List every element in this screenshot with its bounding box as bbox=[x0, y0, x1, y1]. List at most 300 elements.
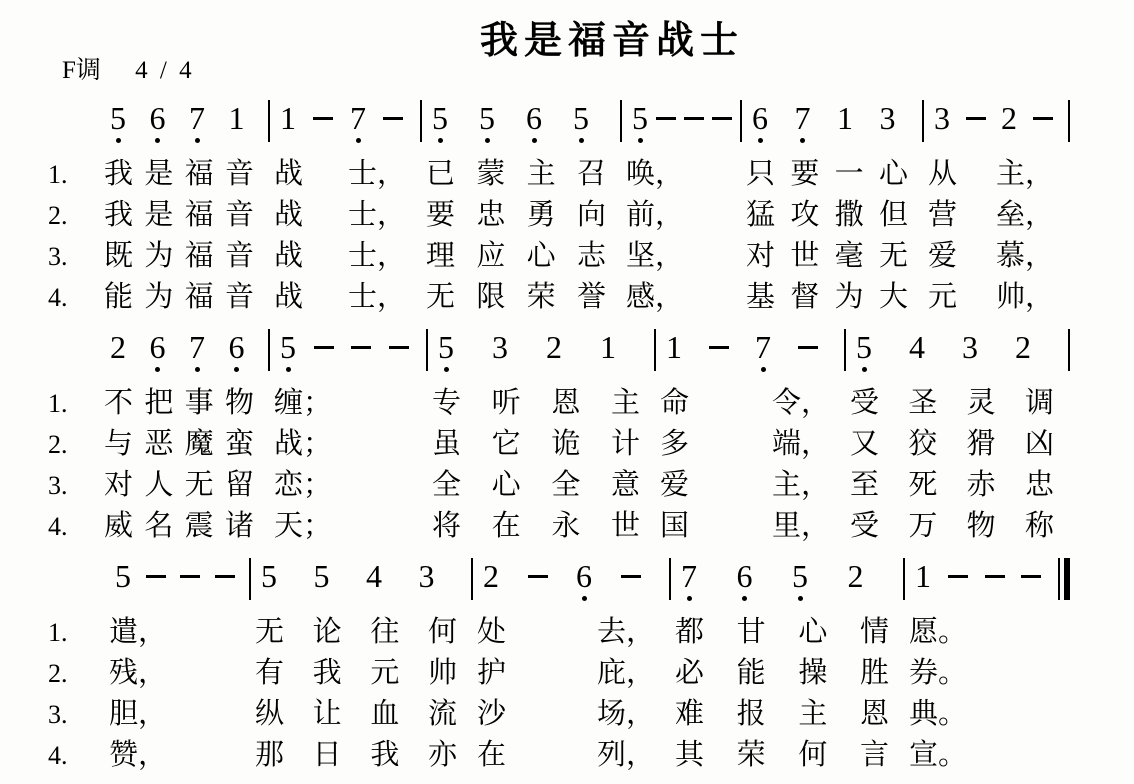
lyric-syllable: 为 bbox=[834, 281, 864, 313]
lyric-syllable: 是 bbox=[144, 199, 174, 231]
lyric-syllable: 沙 bbox=[477, 698, 507, 730]
lyric-syllable: 既 bbox=[104, 240, 134, 272]
lyric-group bbox=[671, 694, 905, 735]
lyric-group bbox=[422, 236, 622, 277]
measure bbox=[622, 96, 742, 154]
note bbox=[110, 331, 126, 377]
lyric-syllable: 向 bbox=[576, 199, 606, 231]
lyric-syllable: 典。 bbox=[909, 698, 968, 730]
lyric-syllable: 猾 bbox=[966, 428, 996, 460]
verse-number-spacer bbox=[45, 96, 100, 154]
lyric-syllable: 音 bbox=[224, 158, 254, 190]
lyric-syllable: 流 bbox=[427, 698, 457, 730]
lyric-group bbox=[428, 383, 656, 424]
note-digit: 1 bbox=[837, 100, 853, 136]
lyric-group bbox=[656, 383, 846, 424]
lyric-group bbox=[270, 465, 428, 506]
octave-dot bbox=[742, 596, 747, 601]
sustain-dash bbox=[1021, 575, 1041, 578]
lyric-syllable: 恩 bbox=[859, 698, 889, 730]
lyric-group bbox=[473, 612, 671, 653]
note-digit: 7 bbox=[350, 100, 366, 136]
note-digit: 2 bbox=[483, 558, 499, 594]
lyric-syllable: 我 bbox=[104, 158, 134, 190]
measure bbox=[270, 96, 422, 154]
note-digit: 4 bbox=[366, 558, 382, 594]
note bbox=[632, 102, 648, 148]
measure bbox=[422, 96, 622, 154]
lyric-syllable: 宣。 bbox=[909, 739, 968, 771]
lyric-syllable: 心 bbox=[491, 469, 521, 501]
lyric-syllable: 主 bbox=[526, 158, 556, 190]
lyric-syllable: 永 bbox=[551, 510, 581, 542]
note bbox=[915, 560, 931, 606]
lyric-group bbox=[270, 383, 428, 424]
barline-stroke bbox=[1058, 558, 1060, 600]
note-digit: 6 bbox=[149, 100, 166, 136]
lyric-syllable: 蛮 bbox=[224, 428, 254, 460]
lyric-syllable: 帅 bbox=[427, 657, 457, 689]
lyric-group bbox=[473, 653, 671, 694]
lyric-syllable: 应 bbox=[476, 240, 506, 272]
lyric-group bbox=[846, 424, 1070, 465]
note bbox=[526, 102, 542, 148]
lyric-syllable: 恶 bbox=[144, 428, 174, 460]
lyric-syllable: 福 bbox=[184, 199, 214, 231]
lyric-syllable: 猛 bbox=[746, 199, 776, 231]
lyric-syllable: 福 bbox=[184, 281, 214, 313]
lyric-syllable: 意 bbox=[610, 469, 640, 501]
lyric-syllable: 心 bbox=[798, 616, 828, 648]
lyric-group bbox=[846, 383, 1070, 424]
lyric-syllable: 在 bbox=[491, 510, 521, 542]
measure bbox=[100, 96, 270, 154]
measure bbox=[671, 554, 905, 612]
lyric-group bbox=[105, 612, 251, 653]
note bbox=[438, 331, 454, 377]
lyric-group bbox=[100, 465, 270, 506]
verse-number: 4. bbox=[48, 282, 68, 312]
note bbox=[479, 102, 495, 148]
lyric-syllable: 要 bbox=[790, 158, 820, 190]
lyric-syllable: 元 bbox=[928, 281, 958, 313]
lyric-group bbox=[924, 195, 1070, 236]
lyric-syllable: 无 bbox=[184, 469, 214, 501]
note bbox=[280, 102, 296, 148]
octave-dot bbox=[798, 596, 803, 601]
note bbox=[419, 560, 435, 606]
note-digit: 3 bbox=[962, 329, 978, 365]
lyric-group bbox=[100, 424, 270, 465]
lyric-group bbox=[622, 277, 742, 318]
system bbox=[45, 96, 1134, 318]
lyric-syllable: 忠 bbox=[1024, 469, 1054, 501]
lyric-group bbox=[905, 694, 1070, 735]
lyric-syllable: 称 bbox=[1024, 510, 1054, 542]
note-digit: 6 bbox=[752, 100, 768, 136]
lyric-syllable: 言 bbox=[859, 739, 889, 771]
note-digit: 5 bbox=[479, 100, 495, 136]
lyric-syllable: 灵 bbox=[966, 387, 996, 419]
lyric-syllable: 前， bbox=[626, 199, 685, 231]
lyric-syllable: 恋； bbox=[274, 469, 333, 501]
octave-dot bbox=[155, 138, 160, 143]
lyric-group bbox=[742, 277, 924, 318]
lyric-syllable: 死 bbox=[908, 469, 938, 501]
lyric-syllable: 战 bbox=[274, 281, 304, 313]
note-digit: 6 bbox=[576, 558, 592, 594]
lyric-syllable: 世 bbox=[610, 510, 640, 542]
lyric-syllable: 对 bbox=[746, 240, 776, 272]
note bbox=[1015, 331, 1031, 377]
lyric-syllable: 心 bbox=[526, 240, 556, 272]
lyric-group bbox=[428, 506, 656, 547]
note-digit: 6 bbox=[228, 329, 245, 365]
note-digit: 2 bbox=[847, 558, 864, 594]
note-digit: 5 bbox=[573, 100, 589, 136]
lyric-syllable: 其 bbox=[675, 739, 705, 771]
note-digit: 6 bbox=[526, 100, 542, 136]
note bbox=[366, 560, 382, 606]
note bbox=[737, 560, 753, 606]
lyric-syllable: 往 bbox=[370, 616, 400, 648]
sustain-dash bbox=[351, 346, 371, 349]
lyric-group bbox=[428, 465, 656, 506]
page-header bbox=[0, 0, 1134, 96]
lyric-syllable: 留 bbox=[224, 469, 254, 501]
note bbox=[483, 560, 499, 606]
lyric-syllable: 能 bbox=[736, 657, 766, 689]
note-digit: 3 bbox=[934, 100, 950, 136]
lyric-syllable: 是 bbox=[144, 158, 174, 190]
lyric-group bbox=[622, 236, 742, 277]
lyric-syllable: 胆， bbox=[109, 698, 168, 730]
note-digit: 7 bbox=[189, 100, 205, 136]
lyric-syllable: 血 bbox=[370, 698, 400, 730]
lyric-syllable: 要 bbox=[426, 199, 456, 231]
lyric-syllable: 何 bbox=[798, 739, 828, 771]
note bbox=[280, 331, 296, 377]
lyric-syllable: 限 bbox=[476, 281, 506, 313]
lyric-group bbox=[270, 277, 422, 318]
lyric-syllable: 端， bbox=[771, 428, 830, 460]
lyric-syllable: 物 bbox=[966, 510, 996, 542]
lyric-syllable: 报 bbox=[736, 698, 766, 730]
measure bbox=[251, 554, 473, 612]
sustain-dash bbox=[215, 575, 235, 578]
lyric-group bbox=[422, 195, 622, 236]
note-digit: 2 bbox=[546, 329, 562, 365]
lyric-syllable: 受 bbox=[850, 510, 880, 542]
note bbox=[261, 560, 277, 606]
note bbox=[229, 331, 245, 377]
lyric-group bbox=[671, 612, 905, 653]
lyric-group bbox=[422, 277, 622, 318]
lyric-syllable: 只 bbox=[746, 158, 776, 190]
sustain-dash bbox=[712, 117, 732, 120]
note-digit: 6 bbox=[736, 558, 753, 594]
lyric-group bbox=[100, 383, 270, 424]
verse-number: 3. bbox=[48, 470, 68, 500]
verse-number-spacer bbox=[45, 325, 100, 383]
sustain-dash bbox=[621, 575, 641, 578]
lyric-syllable: 里， bbox=[771, 510, 830, 542]
lyric-syllable: 情 bbox=[859, 616, 889, 648]
lyric-syllable: 基 bbox=[746, 281, 776, 313]
note-digit: 1 bbox=[600, 329, 616, 365]
lyric-syllable: 与 bbox=[104, 428, 134, 460]
lyric-syllable: 命 bbox=[660, 387, 690, 419]
lyric-syllable: 甘 bbox=[736, 616, 766, 648]
lyric-syllable: 音 bbox=[224, 240, 254, 272]
lyric-group bbox=[905, 612, 1070, 653]
note bbox=[755, 331, 771, 377]
lyric-group bbox=[671, 653, 905, 694]
lyric-syllable: 万 bbox=[908, 510, 938, 542]
note-digit: 2 bbox=[1015, 329, 1031, 365]
lyric-syllable: 让 bbox=[312, 698, 342, 730]
lyric-syllable: 誉 bbox=[576, 281, 606, 313]
note-digit: 5 bbox=[632, 100, 648, 136]
note bbox=[837, 102, 853, 148]
lyric-group bbox=[905, 735, 1070, 776]
system bbox=[45, 325, 1134, 547]
octave-dot bbox=[638, 138, 643, 143]
sustain-dash bbox=[656, 117, 676, 120]
lyric-group bbox=[742, 195, 924, 236]
lyric-syllable: 令， bbox=[771, 387, 830, 419]
lyric-syllable: 无 bbox=[426, 281, 456, 313]
lyric-group bbox=[742, 154, 924, 195]
note bbox=[110, 102, 126, 148]
lyric-group bbox=[100, 195, 270, 236]
lyric-syllable: 福 bbox=[184, 158, 214, 190]
octave-dot bbox=[234, 367, 239, 372]
lyric-group bbox=[473, 735, 671, 776]
final-barline bbox=[1058, 558, 1070, 600]
lyric-syllable: 魔 bbox=[184, 428, 214, 460]
measure bbox=[105, 554, 251, 612]
octave-dot bbox=[155, 367, 160, 372]
lyric-syllable: 愿。 bbox=[909, 616, 968, 648]
measure bbox=[473, 554, 671, 612]
lyric-syllable: 为 bbox=[144, 240, 174, 272]
lyric-syllable: 荣 bbox=[526, 281, 556, 313]
lyric-syllable: 护 bbox=[477, 657, 507, 689]
lyric-syllable: 听 bbox=[491, 387, 521, 419]
lyric-syllable: 蒙 bbox=[476, 158, 506, 190]
verse-number: 3. bbox=[48, 241, 68, 271]
lyric-syllable: 调 bbox=[1024, 387, 1054, 419]
lyric-syllable: 对 bbox=[104, 469, 134, 501]
lyric-syllable: 胜 bbox=[859, 657, 889, 689]
note bbox=[1001, 102, 1017, 148]
lyric-syllable: 音 bbox=[224, 199, 254, 231]
verse-number-spacer bbox=[45, 554, 105, 612]
lyric-syllable: 事 bbox=[184, 387, 214, 419]
lyric-syllable: 能 bbox=[104, 281, 134, 313]
lyric-syllable: 必 bbox=[675, 657, 705, 689]
verse-number: 2. bbox=[48, 200, 68, 230]
lyric-syllable: 已 bbox=[426, 158, 456, 190]
lyric-syllable: 全 bbox=[432, 469, 462, 501]
lyric-group bbox=[100, 236, 270, 277]
lyric-syllable: 大 bbox=[878, 281, 908, 313]
lyric-syllable: 士， bbox=[347, 199, 406, 231]
lyric-syllable: 战 bbox=[274, 199, 304, 231]
verse-number: 1. bbox=[48, 388, 68, 418]
sustain-dash bbox=[146, 575, 166, 578]
note bbox=[189, 102, 205, 148]
note bbox=[546, 331, 562, 377]
lyric-syllable: 勇 bbox=[526, 199, 556, 231]
note bbox=[848, 560, 864, 606]
lyric-group bbox=[846, 506, 1070, 547]
lyric-syllable: 从 bbox=[928, 158, 958, 190]
note-digit: 5 bbox=[438, 329, 454, 365]
lyric-syllable: 专 bbox=[432, 387, 462, 419]
lyric-syllable: 忠 bbox=[476, 199, 506, 231]
lyric-syllable: 营 bbox=[928, 199, 958, 231]
lyric-group bbox=[251, 653, 473, 694]
lyric-syllable: 不 bbox=[104, 387, 134, 419]
note bbox=[880, 102, 896, 148]
lyric-syllable: 无 bbox=[255, 616, 285, 648]
note bbox=[573, 102, 589, 148]
lyric-syllable: 又 bbox=[850, 428, 880, 460]
verse-number: 3. bbox=[48, 699, 68, 729]
lyric-group bbox=[251, 735, 473, 776]
note-digit: 5 bbox=[280, 329, 296, 365]
octave-dot bbox=[438, 138, 443, 143]
note-digit: 2 bbox=[1001, 100, 1017, 136]
lyric-group bbox=[422, 154, 622, 195]
note bbox=[681, 560, 697, 606]
lyric-syllable: 赤 bbox=[966, 469, 996, 501]
lyric-syllable: 残， bbox=[109, 657, 168, 689]
lyric-syllable: 名 bbox=[144, 510, 174, 542]
lyric-syllable: 慕， bbox=[995, 240, 1054, 272]
lyric-group bbox=[270, 506, 428, 547]
sustain-dash bbox=[383, 117, 403, 120]
measure bbox=[270, 325, 428, 383]
sustain-dash bbox=[985, 575, 1005, 578]
lyric-syllable: 亦 bbox=[427, 739, 457, 771]
note bbox=[934, 102, 950, 148]
sustain-dash bbox=[798, 346, 818, 349]
lyric-syllable: 至 bbox=[850, 469, 880, 501]
octave-dot bbox=[286, 367, 291, 372]
note-digit: 7 bbox=[794, 100, 811, 136]
sustain-dash bbox=[528, 575, 548, 578]
lyric-syllable: 券。 bbox=[909, 657, 968, 689]
lyric-syllable: 士， bbox=[347, 240, 406, 272]
note bbox=[150, 102, 166, 148]
note bbox=[576, 560, 592, 606]
lyric-syllable: 毫 bbox=[834, 240, 864, 272]
lyric-syllable: 召 bbox=[576, 158, 606, 190]
note bbox=[792, 560, 808, 606]
lyric-group bbox=[671, 735, 905, 776]
lyric-syllable: 威 bbox=[104, 510, 134, 542]
measure bbox=[924, 96, 1070, 154]
measure bbox=[428, 325, 656, 383]
lyric-syllable: 主， bbox=[771, 469, 830, 501]
note-digit: 6 bbox=[149, 329, 166, 365]
lyric-syllable: 难 bbox=[675, 698, 705, 730]
lyric-syllable: 虽 bbox=[432, 428, 462, 460]
note-digit: 5 bbox=[856, 329, 872, 365]
lyric-syllable: 唤， bbox=[626, 158, 685, 190]
lyric-group bbox=[251, 694, 473, 735]
barline-stroke bbox=[1068, 329, 1070, 371]
octave-dot bbox=[579, 138, 584, 143]
lyric-group bbox=[742, 236, 924, 277]
lyric-syllable: 主， bbox=[995, 158, 1054, 190]
lyric-syllable: 遣， bbox=[109, 616, 168, 648]
lyric-syllable: 撒 bbox=[834, 199, 864, 231]
sustain-dash bbox=[948, 575, 968, 578]
octave-dot bbox=[116, 138, 121, 143]
score bbox=[0, 96, 1134, 776]
measure bbox=[846, 325, 1070, 383]
note-digit: 7 bbox=[189, 329, 205, 365]
measure bbox=[656, 325, 846, 383]
lyric-syllable: 日 bbox=[312, 739, 342, 771]
lyric-group bbox=[270, 154, 422, 195]
note-digit: 5 bbox=[261, 558, 277, 594]
note bbox=[432, 102, 448, 148]
note-digit: 1 bbox=[915, 558, 931, 594]
lyric-group bbox=[924, 277, 1070, 318]
lyric-group bbox=[846, 465, 1070, 506]
lyric-syllable: 督 bbox=[790, 281, 820, 313]
lyric-syllable: 天； bbox=[274, 510, 333, 542]
lyric-group bbox=[270, 236, 422, 277]
lyric-syllable: 垒， bbox=[995, 199, 1054, 231]
lyric-syllable: 有 bbox=[255, 657, 285, 689]
octave-dot bbox=[761, 367, 766, 372]
note bbox=[350, 102, 366, 148]
lyric-group bbox=[924, 154, 1070, 195]
lyric-syllable: 纵 bbox=[255, 698, 285, 730]
note bbox=[150, 331, 166, 377]
lyric-syllable: 心 bbox=[878, 158, 908, 190]
note-digit: 5 bbox=[313, 558, 330, 594]
time-signature: 4 / 4 bbox=[135, 57, 195, 84]
octave-dot bbox=[444, 367, 449, 372]
lyric-syllable: 圣 bbox=[908, 387, 938, 419]
measure bbox=[905, 554, 1070, 612]
lyric-syllable: 主 bbox=[610, 387, 640, 419]
sustain-dash bbox=[180, 575, 200, 578]
note-digit: 3 bbox=[492, 329, 508, 365]
lyric-syllable: 都 bbox=[675, 616, 705, 648]
lyric-syllable: 福 bbox=[184, 240, 214, 272]
octave-dot bbox=[356, 138, 361, 143]
lyric-syllable: 人 bbox=[144, 469, 174, 501]
lyric-syllable: 一 bbox=[834, 158, 864, 190]
sustain-dash bbox=[684, 117, 704, 120]
key-signature-line bbox=[62, 50, 195, 86]
lyric-syllable: 去， bbox=[596, 616, 655, 648]
lyric-syllable: 我 bbox=[370, 739, 400, 771]
measure bbox=[742, 96, 924, 154]
lyric-syllable: 战 bbox=[274, 158, 304, 190]
lyric-syllable: 攻 bbox=[790, 199, 820, 231]
lyric-syllable: 将 bbox=[432, 510, 462, 542]
sustain-dash bbox=[389, 346, 409, 349]
